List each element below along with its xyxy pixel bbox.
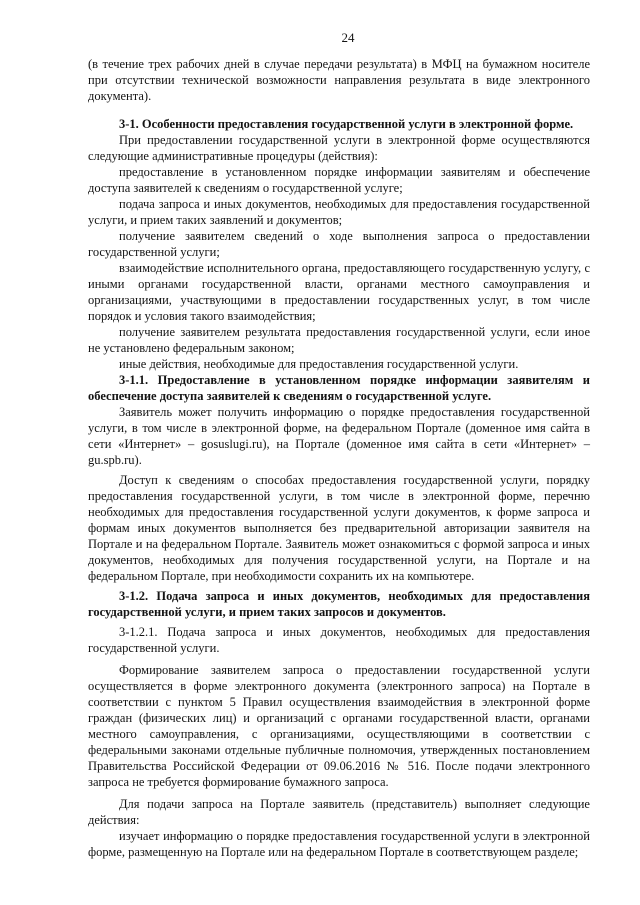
page-number: 24 [341, 30, 355, 45]
paragraph: иные действия, необходимые для предоставления государственной услуги. [119, 357, 519, 371]
paragraph: взаимодействие исполнительного органа, предоставляющего государственную услугу, с иными органами государственной власти, органами местного самоуправления и организациями, участвующими в предоставлении государственных услуг, в том числе порядок и условия такого взаимодействия; [88, 261, 590, 323]
paragraph: Для подачи запроса на Портале заявитель (представитель) выполняет следующие действия: [88, 797, 590, 827]
paragraph: (в течение трех рабочих дней в случае передачи результата) в МФЦ на бумажном носителе при отсутствии технической возможности направления результата в виде электронного документа). [88, 57, 590, 103]
paragraph: получение заявителем результата предоставления государственной услуги, если иное не установлено федеральным законом; [88, 325, 590, 355]
paragraph: 3-1.2.1. Подача запроса и иных документов, необходимых для предоставления государственной услуги. [88, 625, 590, 655]
paragraph: изучает информацию о порядке предоставления государственной услуги в электронной форме, размещенную на Портале или на федеральном Портале в соответствующем разделе; [88, 829, 590, 859]
paragraph: Формирование заявителем запроса о предоставлении государственной услуги осуществляется в форме электронного документа (электронного запроса) на Портале в соответствии с пунктом 5 Правил осуществления взаимодействия в электронной форме граждан (физических лиц) и организаций с органами государственной власти, органами местного самоуправления, с организациями, осуществляющими в соответствии с федеральными законами отдельные публичные полномочия, утвержденных постановлением Правительства Российской Федерации от 09.06.2016 № 516. После подачи электронного запроса не требуется формирование бумажного запроса. [88, 663, 590, 789]
section-heading: 3-1. Особенности предоставления государственной услуги в электронной форме. [119, 117, 574, 131]
paragraph: Доступ к сведениям о способах предоставления государственной услуги, порядку предоставления государственной услуги, в том числе в электронной форме, перечню необходимых для предоставления государственной услуги документов, к форме запроса и формам иных документов выполняется без предварительной авторизации заявителя на Портале и на федеральном Портале. Заявитель может ознакомиться с формой запроса и иных документов, необходимых для получения государственной услуги, на Портале и на федеральном Портале, при необходимости сохранить их на компьютере. [88, 473, 590, 583]
paragraph: подача запроса и иных документов, необходимых для предоставления государственной услуги, и прием таких заявлений и документов; [88, 197, 590, 227]
paragraph: получение заявителем сведений о ходе выполнения запроса о предоставлении государственной услуги; [88, 229, 590, 259]
section-heading: 3-1.2. Подача запроса и иных документов, необходимых для предоставления государственной услуги, и прием таких запросов и документов. [88, 589, 590, 619]
document-body [88, 56, 590, 860]
paragraph: При предоставлении государственной услуги в электронной форме осуществляются следующие административные процедуры (действия): [88, 133, 590, 163]
paragraph: предоставление в установленном порядке информации заявителям и обеспечение доступа заявителей к сведениям о государственной услуге; [88, 165, 590, 195]
section-heading: 3-1.1. Предоставление в установленном порядке информации заявителям и обеспечение доступа заявителей к сведениям о государственной услуге. [88, 373, 590, 403]
paragraph: Заявитель может получить информацию о порядке предоставления государственной услуги, в том числе в электронной форме, на федеральном Портале (доменное имя сайта в сети «Интернет» – gosuslugi.ru), на Портале (доменное имя сайта в сети «Интернет» – gu.spb.ru). [88, 405, 590, 467]
